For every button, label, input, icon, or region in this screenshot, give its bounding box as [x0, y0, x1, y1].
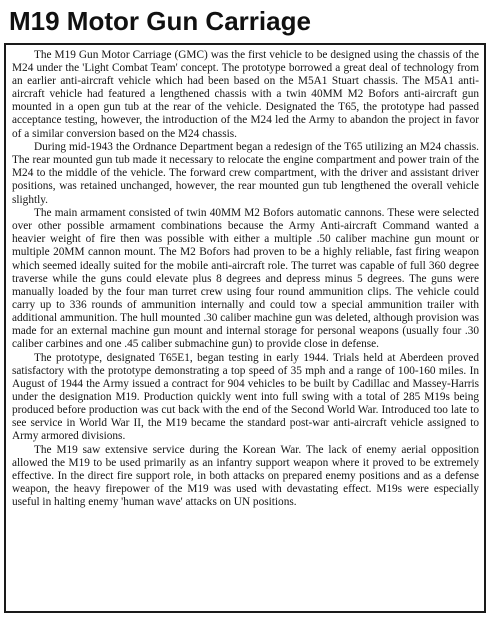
- paragraph-1: The M19 Gun Motor Carriage (GMC) was the first vehicle to be designed using the chassis of the M24 under the 'Light Combat Team' concept. The prototype borrowed a great deal of technology from an earlier anti-aircraft vehicle which had been based on the M5A1 Stuart chassis. The M5A1 anti-aircraft vehicle had featured a lengthened chassis with a twin 40MM M2 Bofors anti-aircraft gun mounted in a open gun tub at the rear of the vehicle. Designated the T65, the prototype had passed acceptance testing, however, the introduction of the M24 led the Army to abandon the project in favor of a similar conversion based on the M24 chassis.: [12, 49, 479, 140]
- article-text-box: [4, 43, 486, 613]
- paragraph-2: During mid-1943 the Ordnance Department began a redesign of the T65 utilizing an M24 chassis. The rear mounted gun tub made it necessary to relocate the engine compartment and power train of the M24 to the middle of the vehicle. The forward crew compartment, with the driver and assistant driver positions, was retained unchanged, however, the rear mounted gun tub lengthened the overall vehicle slightly.: [12, 141, 479, 206]
- document-title: M19 Motor Gun Carriage: [9, 6, 311, 36]
- paragraph-5: The M19 saw extensive service during the Korean War. The lack of enemy aerial opposition allowed the M19 to be used primarily as an infantry support weapon where it proved to be extremely effective. In the direct fire support role, in both attacks on prepared enemy positions and as a defense weapon, the heavy firepower of the M19 was used with devastating effect. M19s were especially useful in halting enemy 'human wave' attacks on UN positions.: [12, 443, 479, 509]
- paragraph-3: The main armament consisted of twin 40MM M2 Bofors automatic cannons. These were selected over other possible armament combinations because the Army Anti-aircraft Command wanted a heavier weight of fire then was possible with either a multiple .50 caliber machine gun mount or multiple 20MM cannon mount. The M2 Bofors had proven to be a highly reliable, fast firing weapon which seemed ideally suited for the mobile anti-aircraft role. The turret was capable of full 360 degree traverse while the guns could elevate plus 8 degrees and depress minus 5 degrees. The guns were manually loaded by the four man turret crew using four round ammunition clips. The vehicle could carry up to 336 rounds of ammunition internally and could tow a special ammunition trailer with additional ammunition. The hull mounted .30 caliber machine gun was deleted, although provision was made for an external machine gun mount and internal storage for personal weapons (usually four .30 caliber carbines and one .45 caliber submachine gun) to provide close in defense.: [12, 207, 479, 351]
- paragraph-4: The prototype, designated T65E1, began testing in early 1944. Trials held at Aberdeen proved satisfactory with the prototype demonstrating a top speed of 35 mph and a range of 100-160 miles. In August of 1944 the Army issued a contract for 904 vehicles to be built by Cadillac and Massey-Harris under the designation M19. Production quickly went into full swing with a total of 285 M19s being produced before production was cut back with the end of the Second World War. Introduced too late to see service in World War II, the M19 became the standard post-war anti-aircraft vehicle assigned to Army armored divisions.: [12, 351, 479, 443]
